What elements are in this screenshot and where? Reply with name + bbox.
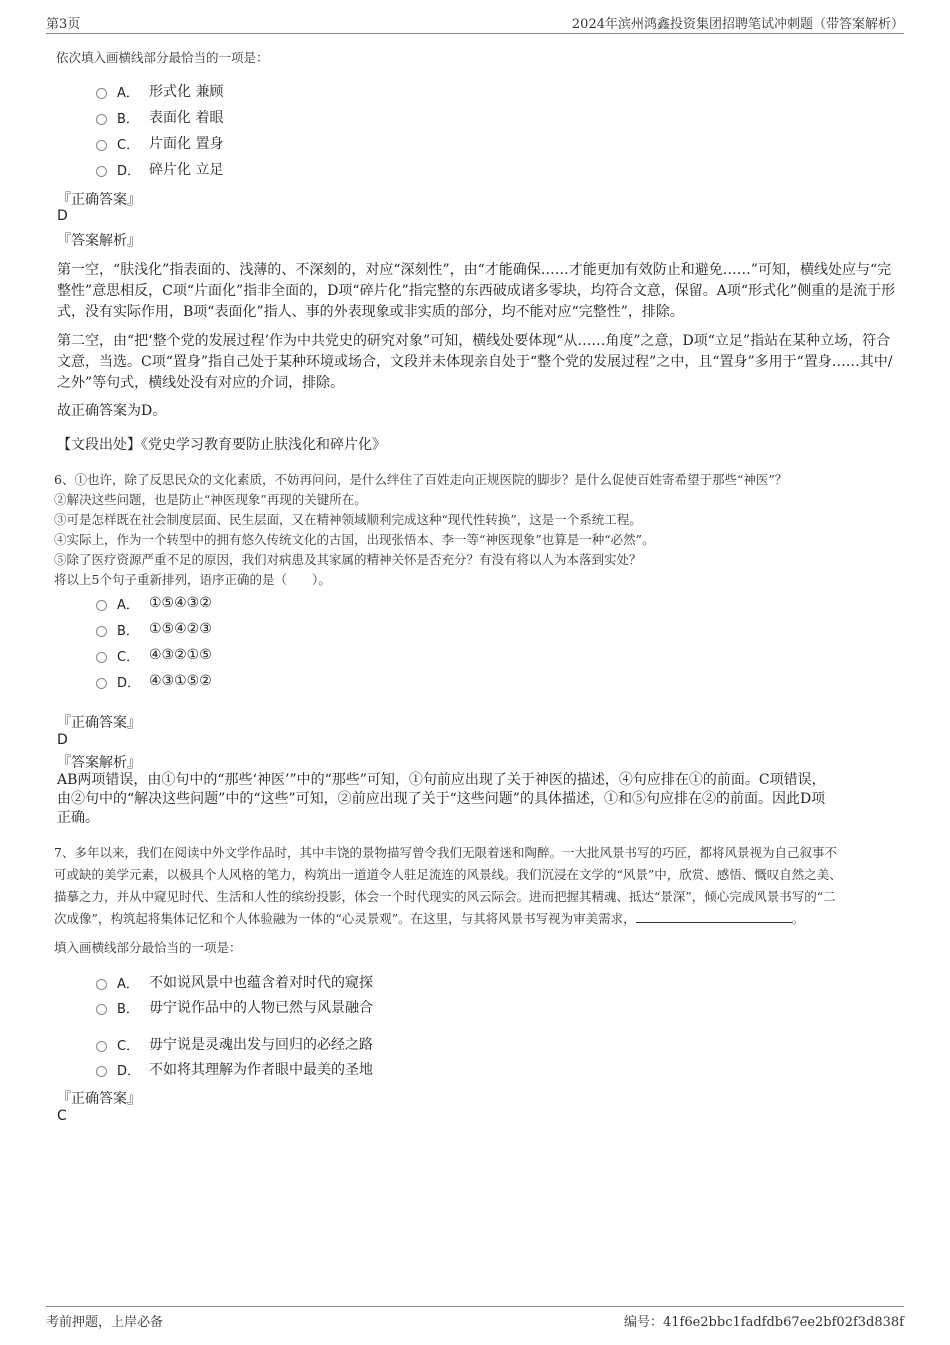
q6-line-3: ③可是怎样既在社会制度层面、民生层面，又在精神领域顺利完成这种“现代性转换”，这是一个系统工程。: [54, 512, 642, 527]
radio-icon[interactable]: [96, 652, 107, 663]
q6-option-a[interactable]: A． ①⑤④③②: [96, 592, 212, 614]
radio-icon[interactable]: [96, 1004, 107, 1015]
q6-analysis-line-3: 正确。: [57, 810, 99, 826]
document-id: 编号：41f6e2bbc1fadfdb67ee2bf02f3d838f: [623, 1315, 904, 1330]
q7-option-d[interactable]: D． 不如将其理解为作者眼中最美的圣地: [96, 1058, 373, 1080]
q7-option-c[interactable]: C． 毋宁说是灵魂出发与回归的必经之路: [96, 1033, 373, 1055]
q7-answer-label: 『正确答案』: [57, 1091, 141, 1107]
page-number: 第3页: [46, 17, 81, 32]
radio-icon[interactable]: [96, 678, 107, 689]
q6-analysis-line-2: 由②句中的“解决这些问题”中的“这些”可知，②前应出现了关于“这些问题”的具体描述，①和⑤句应排在②的前面。因此D项: [57, 791, 826, 807]
radio-icon[interactable]: [96, 600, 107, 611]
q7-line-2: 可或缺的美学元素，以极具个人风格的笔力，构筑出一道道令人驻足流连的风景线。我们沉浸在文学的“风景”中，欣赏、感悟、慨叹自然之美、: [54, 867, 842, 882]
q6-option-c[interactable]: C． ④③②①⑤: [96, 644, 212, 666]
q5-analysis-label: 『答案解析』: [57, 233, 141, 249]
q5-option-d[interactable]: D． 碎片化 立足: [96, 158, 223, 180]
q6-answer: D: [57, 732, 68, 748]
q6-question: 将以上5个句子重新排列，语序正确的是（ ）。: [54, 572, 331, 587]
radio-icon[interactable]: [96, 626, 107, 637]
q7-option-b[interactable]: B． 毋宁说作品中的人物已然与风景融合: [96, 996, 373, 1018]
q5-option-b[interactable]: B． 表面化 着眼: [96, 106, 223, 128]
q7-answer: C: [57, 1108, 67, 1124]
document-title: 2024年滨州鸿鑫投资集团招聘笔试冲刺题（带答案解析）: [571, 17, 904, 32]
q6-answer-label: 『正确答案』: [57, 715, 141, 731]
q6-line-1: 6、①也许，除了反思民众的文化素质，不妨再问问，是什么绊住了百姓走向正规医院的脚步？是什么促使百姓寄希望于那些“神医”？: [54, 472, 788, 487]
q7-option-a[interactable]: A． 不如说风景中也蕴含着对时代的窥探: [96, 971, 373, 993]
radio-icon[interactable]: [96, 1041, 107, 1052]
radio-icon[interactable]: [96, 1066, 107, 1077]
q6-option-b[interactable]: B． ①⑤④②③: [96, 618, 212, 640]
q7-line-1: 7、多年以来，我们在阅读中外文学作品时，其中丰饶的景物描写曾令我们无限着迷和陶醉。一大批风景书写的巧匠，都将风景视为自己叙事不: [54, 845, 837, 860]
radio-icon[interactable]: [96, 88, 107, 99]
q5-analysis-paragraph-2: 第二空，由“把‘整个党的发展过程’作为中共党史的研究对象”可知，横线处要体现“从……角度”之意，D项“立足”指站在某种立场，符合文意，当选。C项“置身”指自己处于某种环境或场合，文段并未体现亲自处于“整个党的发展过程”之中，且“置身”多用于“置身……其中/之外”等句式，横线处没有对应的介词，排除。: [57, 333, 893, 391]
q5-stem: 依次填入画横线部分最恰当的一项是：: [56, 50, 269, 65]
radio-icon[interactable]: [96, 979, 107, 990]
q5-conclusion: 故正确答案为D。: [57, 403, 167, 419]
q7-line-3: 描摹之力，并从中窥见时代、生活和人性的缤纷投影，体会一个时代现实的风云际会。进而把握其精魂、抵达“景深”，倾心完成风景书写的“二: [54, 889, 836, 904]
q6-option-d[interactable]: D． ④③①⑤②: [96, 670, 212, 692]
radio-icon[interactable]: [96, 140, 107, 151]
q5-source: 【文段出处】《党史学习教育要防止肤浅化和碎片化》: [57, 437, 386, 453]
q5-option-c[interactable]: C． 片面化 置身: [96, 132, 223, 154]
q6-line-2: ②解决这些问题，也是防止“神医现象”再现的关键所在。: [54, 492, 367, 507]
q7-prompt: 填入画横线部分最恰当的一项是：: [54, 940, 242, 955]
q6-line-5: ⑤除了医疗资源严重不足的原因，我们对病患及其家属的精神关怀是否充分？有没有将以人为本落到实处？: [54, 552, 642, 567]
header-divider: [46, 33, 904, 34]
radio-icon[interactable]: [96, 114, 107, 125]
answer-blank: [636, 910, 792, 923]
q6-analysis-line-1: AB两项错误，由①句中的“那些‘神医’”中的“那些”可知，①句前应出现了关于神医的描述，④句应排在①的前面。C项错误，: [57, 772, 826, 788]
q6-line-4: ④实际上，作为一个转型中的拥有悠久传统文化的古国，出现张悟本、李一等“神医现象”也算是一种“必然”。: [54, 532, 655, 547]
q5-answer: D: [57, 208, 68, 224]
q5-answer-label: 『正确答案』: [57, 192, 141, 208]
footer-divider: [46, 1306, 904, 1307]
q7-line-4: 次成像”，构筑起将集体记忆和个人体验融为一体的“心灵景观”。在这里，与其将风景书写视为审美需求， 。: [54, 911, 805, 926]
q5-option-a[interactable]: A． 形式化 兼顾: [96, 80, 223, 102]
q6-analysis-label: 『答案解析』: [57, 755, 141, 771]
radio-icon[interactable]: [96, 166, 107, 177]
footer-slogan: 考前押题，上岸必备: [46, 1315, 164, 1330]
q5-analysis-paragraph-1: 第一空，“肤浅化”指表面的、浅薄的、不深刻的，对应“深刻性”，由“才能确保……才能更加有效防止和避免……”可知，横线处应与“完整性”意思相反，C项“片面化”指非全面的，D项“碎片化”指完整的东西破成诸多零块，均符合文意，保留。A项“形式化”侧重的是流于形式，没有实际作用，B项“表面化”指人、事的外表现象或非实质的部分，均不能对应“完整性”，排除。: [57, 262, 896, 320]
